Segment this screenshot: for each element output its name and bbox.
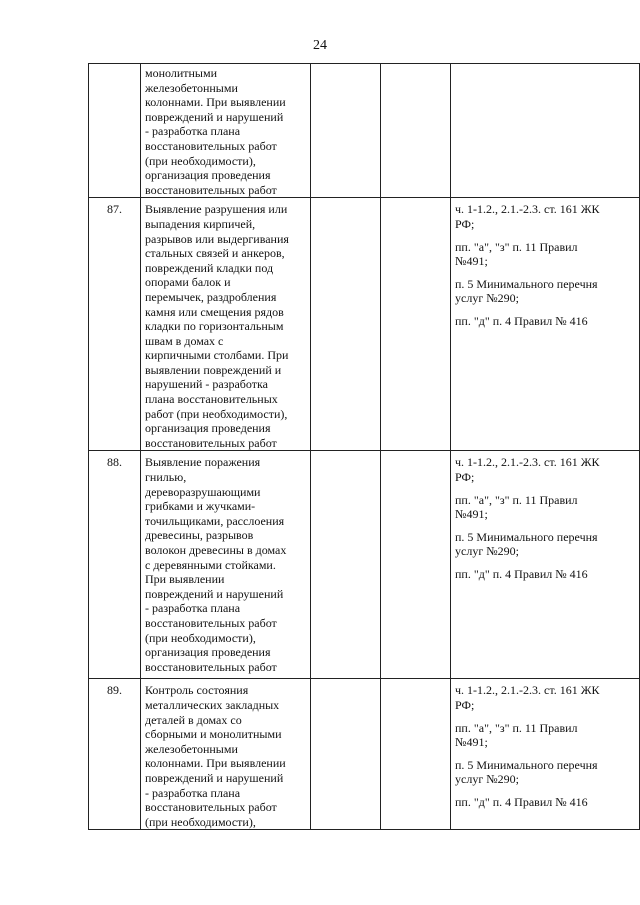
reference-line: услуг №290; <box>455 544 520 559</box>
legal-reference <box>455 795 635 810</box>
empty-cell <box>381 198 451 451</box>
work-description <box>141 451 311 679</box>
reference-line: №491; <box>455 254 488 269</box>
table-row <box>89 64 640 198</box>
description-line: повреждений и нарушений <box>145 771 284 785</box>
reference-line: пп. "а", "з" п. 11 Правил <box>455 239 578 254</box>
reference-line: пп. "д" п. 4 Правил № 416 <box>455 795 588 809</box>
reference-line: услуг №290; <box>455 291 520 306</box>
legal-reference <box>455 721 635 750</box>
work-description <box>141 198 311 451</box>
reference-line: п. 5 Минимального перечня <box>455 529 598 544</box>
legal-reference <box>455 455 635 484</box>
reference-line: РФ; <box>455 216 475 231</box>
legal-references <box>451 451 640 679</box>
empty-cell <box>381 451 451 679</box>
description-line: плана восстановительных <box>145 392 278 407</box>
work-description <box>141 64 311 198</box>
description-line: стальных связей и анкеров, <box>145 246 285 261</box>
reference-line: пп. "д" п. 4 Правил № 416 <box>455 567 588 581</box>
reference-line: п. 5 Минимального перечня <box>455 757 598 772</box>
legal-references <box>451 64 640 198</box>
work-description <box>141 679 311 830</box>
description-line: колоннами. При выявлении <box>145 756 286 771</box>
reference-line: пп. "д" п. 4 Правил № 416 <box>455 313 588 328</box>
description-line: волокон древесины в домах <box>145 543 287 557</box>
legal-references <box>451 679 640 830</box>
page-number: 24 <box>313 38 327 53</box>
row-number: 88. <box>89 451 141 679</box>
description-line: гнилью, <box>145 470 187 485</box>
description-line: повреждений и нарушений <box>145 109 284 124</box>
reference-line: пп. "а", "з" п. 11 Правил <box>455 492 578 507</box>
description-line: перемычек, раздробления <box>145 289 277 304</box>
description-line: с деревянными стойками. <box>145 557 276 572</box>
description-line: При выявлении <box>145 572 225 587</box>
reference-line: №491; <box>455 507 488 522</box>
description-line: - разработка плана <box>145 785 241 800</box>
description-line: нарушений - разработка <box>145 377 268 392</box>
description-line: грибками и жучками- <box>145 499 256 514</box>
requirements-table <box>88 63 640 830</box>
legal-reference <box>455 530 635 559</box>
description-line: выпадения кирпичей, <box>145 216 256 231</box>
description-line: деталей в домах со <box>145 712 242 727</box>
description-line: работ (при необходимости), <box>145 406 288 421</box>
description-line: организация проведения <box>145 421 271 436</box>
table-body <box>89 64 640 830</box>
description-line: металлических закладных <box>145 698 280 713</box>
description-line: кладки по горизонтальным <box>145 319 284 334</box>
legal-reference <box>455 314 635 329</box>
legal-reference <box>455 758 635 787</box>
reference-line: №491; <box>455 735 488 750</box>
description-line: (при необходимости), <box>145 153 256 168</box>
description-line: монолитными <box>145 66 218 80</box>
legal-reference <box>455 277 635 306</box>
legal-reference <box>455 240 635 269</box>
description-line: - разработка плана <box>145 124 241 139</box>
row-number <box>89 64 141 198</box>
description-line: повреждений кладки под <box>145 260 274 275</box>
reference-line: ч. 1-1.2., 2.1.-2.3. ст. 161 ЖК <box>455 202 600 217</box>
legal-reference <box>455 493 635 522</box>
description-line: восстановительных работ <box>145 138 277 153</box>
table-row <box>89 451 640 679</box>
table-row <box>89 198 640 451</box>
description-line: - разработка плана <box>145 601 241 616</box>
row-number: 89. <box>89 679 141 830</box>
reference-line: пп. "а", "з" п. 11 Правил <box>455 720 578 735</box>
description-line: Выявление поражения <box>145 455 261 470</box>
description-line: кирпичными столбами. При <box>145 348 289 363</box>
description-line: сборными и монолитными <box>145 727 282 742</box>
description-line: камня или смещения рядов <box>145 304 284 319</box>
legal-references <box>451 198 640 451</box>
description-line: разрывов или выдергивания <box>145 231 289 246</box>
reference-line: п. 5 Минимального перечня <box>455 276 598 291</box>
empty-cell <box>311 198 381 451</box>
description-line: колоннами. При выявлении <box>145 95 286 110</box>
description-line: организация проведения <box>145 168 271 183</box>
empty-cell <box>311 451 381 679</box>
description-line: точильщиками, расслоения <box>145 513 285 528</box>
description-line: повреждений и нарушений <box>145 586 284 601</box>
description-line: восстановительных работ <box>145 659 277 674</box>
description-line: Контроль состояния <box>145 683 249 698</box>
empty-cell <box>381 64 451 198</box>
legal-reference <box>455 683 635 712</box>
description-line: восстановительных работ <box>145 615 277 630</box>
reference-line: РФ; <box>455 698 475 713</box>
description-line: Выявление разрушения или <box>145 202 288 217</box>
description-line: восстановительных работ <box>145 800 277 815</box>
empty-cell <box>311 64 381 198</box>
description-line: дереворазрушающими <box>145 484 261 499</box>
description-line: железобетонными <box>145 741 238 756</box>
reference-line: услуг №290; <box>455 772 520 787</box>
description-line: швам в домах с <box>145 333 224 348</box>
empty-cell <box>311 679 381 830</box>
description-line: (при необходимости), <box>145 814 256 829</box>
description-line: опорами балок и <box>145 275 231 290</box>
description-line: восстановительных работ <box>145 435 277 450</box>
description-line: древесины, разрывов <box>145 528 254 543</box>
row-number: 87. <box>89 198 141 451</box>
description-line: железобетонными <box>145 80 238 95</box>
description-line: организация проведения <box>145 645 271 660</box>
description-line: (при необходимости), <box>145 630 256 645</box>
table-row <box>89 679 640 830</box>
empty-cell <box>381 679 451 830</box>
reference-line: ч. 1-1.2., 2.1.-2.3. ст. 161 ЖК <box>455 683 600 698</box>
description-line: выявлении повреждений и <box>145 362 282 377</box>
legal-reference <box>455 567 635 582</box>
reference-line: ч. 1-1.2., 2.1.-2.3. ст. 161 ЖК <box>455 455 600 470</box>
legal-reference <box>455 202 635 231</box>
description-line: восстановительных работ <box>145 182 277 197</box>
reference-line: РФ; <box>455 470 475 485</box>
